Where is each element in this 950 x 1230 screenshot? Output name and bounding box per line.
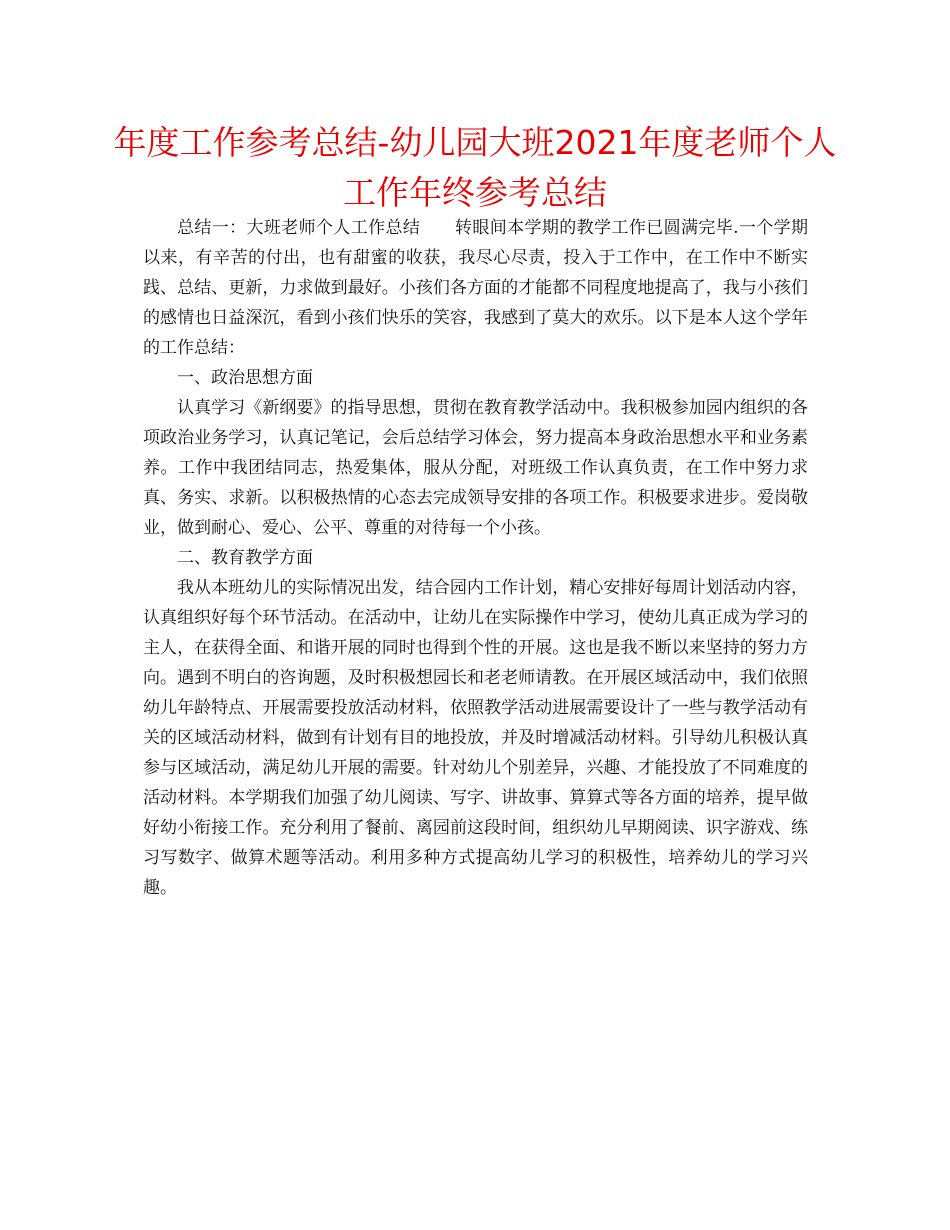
section-heading-teaching: 二、教育教学方面 — [177, 548, 313, 568]
paragraph-teaching: 我从本班幼儿的实际情况出发，结合园内工作计划，精心安排好每周计划活动内容，认真组织好每个环节活动。在活动中，让幼儿在实际操作中学习，使幼儿真正成为学习的主人，在获得全面、和谐开展的同时也得到个性的开展。这也是我不断以来坚持的努力方向。遇到不明白的咨询题，及时积极想园长和老老师请教。在开展区域活动中，我们依照幼儿年龄特点、开展需要投放活动材料，依照教学活动进展需要设计了一些与教学活动有关的区域活动材料，做到有计划有目的地投放，并及时增减活动材料。引导幼儿积极认真参与区域活动，满足幼儿开展的需要。针对幼儿个别差异，兴趣、才能投放了不同难度的活动材料。本学期我们加强了幼儿阅读、写字、讲故事、算算式等各方面的培养，提早做好幼小衔接工作。充分利用了餐前、离园前这段时间，组织幼儿早期阅读、识字游戏、练习写数字、做算术题等活动。利用多种方式提高幼儿学习的积极性，培养幼儿的学习兴趣。 — [143, 578, 808, 898]
paragraph-politics: 认真学习《新纲要》的指导思想，贯彻在教育教学活动中。我积极参加园内组织的各项政治业务学习，认真记笔记，会后总结学习体会，努力提高本身政治思想水平和业务素养。工作中我团结同志，热爱集体，服从分配，对班级工作认真负责，在工作中努力求真、务实、求新。以积极热情的心态去完成领导安排的各项工作。积极要求进步。爱岗敬业，做到耐心、爱心、公平、尊重的对待每一个小孩。 — [143, 398, 808, 538]
paragraph-intro: 总结一：大班老师个人工作总结 转眼间本学期的教学工作已圆满完毕.一个学期以来，有辛苦的付出，也有甜蜜的收获，我尽心尽责，投入于工作中，在工作中不断实践、总结、更新，力求做到最好。小孩们各方面的才能都不同程度地提高了，我与小孩们的感情也日益深沉，看到小孩们快乐的笑容，我感到了莫大的欢乐。以下是本人这个学年的工作总结： — [143, 218, 808, 358]
document-title: 年度工作参考总结-幼儿园大班2021年度老师个人工作年终参考总结 — [113, 123, 837, 212]
section-heading-politics: 一、政治思想方面 — [177, 368, 313, 388]
document-body — [143, 213, 808, 903]
